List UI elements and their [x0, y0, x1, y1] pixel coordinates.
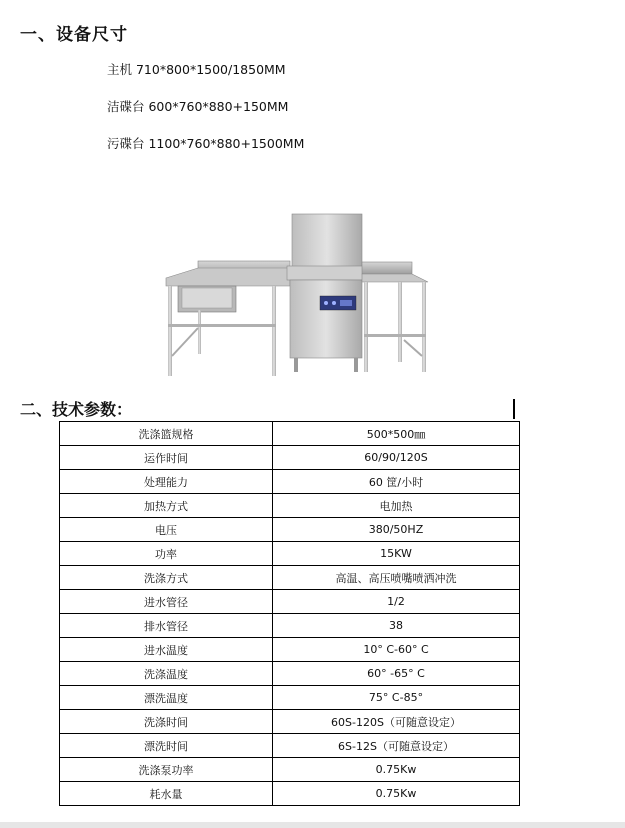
param-name-cell: 洗涤温度 [60, 662, 273, 686]
param-name-cell: 漂洗温度 [60, 686, 273, 710]
table-row [60, 638, 520, 662]
param-name-cell: 洗涤方式 [60, 566, 273, 590]
param-value-cell: 38 [273, 614, 520, 638]
table-row [60, 710, 520, 734]
param-name-cell: 洗涤泵功率 [60, 758, 273, 782]
table-row [60, 590, 520, 614]
table-row [60, 686, 520, 710]
param-name-cell: 进水温度 [60, 638, 273, 662]
page-bottom-edge [0, 822, 625, 828]
param-name-cell: 电压 [60, 518, 273, 542]
param-value-cell: 60/90/120S [273, 446, 520, 470]
param-value-cell: 0.75Kw [273, 758, 520, 782]
table-row [60, 758, 520, 782]
table-row [60, 470, 520, 494]
spec-main-unit: 主机 710*800*1500/1850MM [107, 62, 286, 77]
param-value-cell: 75° C-85° [273, 686, 520, 710]
param-value-cell: 60° -65° C [273, 662, 520, 686]
param-value-cell: 6S-12S（可随意设定） [273, 734, 520, 758]
param-value-cell: 60 筐/小时 [273, 470, 520, 494]
param-value-cell: 高温、高压喷嘴喷洒冲洗 [273, 566, 520, 590]
dishwasher-illustration [160, 206, 435, 382]
table-row [60, 422, 520, 446]
section-title-dimensions: 一、设备尺寸 [20, 25, 128, 45]
param-name-cell: 处理能力 [60, 470, 273, 494]
spec-dirty-table: 污碟台 1100*760*880+1500MM [107, 136, 305, 151]
table-row [60, 542, 520, 566]
param-value-cell: 10° C-60° C [273, 638, 520, 662]
table-row [60, 734, 520, 758]
param-name-cell: 洗涤篮规格 [60, 422, 273, 446]
param-value-cell: 电加热 [273, 494, 520, 518]
param-name-cell: 排水管径 [60, 614, 273, 638]
text-cursor-icon [513, 399, 515, 419]
param-value-cell: 15KW [273, 542, 520, 566]
table-row [60, 494, 520, 518]
table-row [60, 782, 520, 806]
param-name-cell: 加热方式 [60, 494, 273, 518]
param-value-cell: 60S-120S（可随意设定） [273, 710, 520, 734]
parameters-table [59, 421, 520, 806]
param-value-cell: 380/50HZ [273, 518, 520, 542]
param-name-cell: 漂洗时间 [60, 734, 273, 758]
param-name-cell: 耗水量 [60, 782, 273, 806]
param-value-cell: 1/2 [273, 590, 520, 614]
section-title-parameters: 二、技术参数： [20, 400, 133, 419]
table-row [60, 614, 520, 638]
table-row [60, 662, 520, 686]
spec-clean-table: 洁碟台 600*760*880+150MM [107, 99, 289, 114]
param-value-cell: 500*500㎜ [273, 422, 520, 446]
table-row [60, 566, 520, 590]
param-name-cell: 运作时间 [60, 446, 273, 470]
param-name-cell: 功率 [60, 542, 273, 566]
table-row [60, 446, 520, 470]
param-name-cell: 洗涤时间 [60, 710, 273, 734]
param-name-cell: 进水管径 [60, 590, 273, 614]
table-row [60, 518, 520, 542]
param-value-cell: 0.75Kw [273, 782, 520, 806]
